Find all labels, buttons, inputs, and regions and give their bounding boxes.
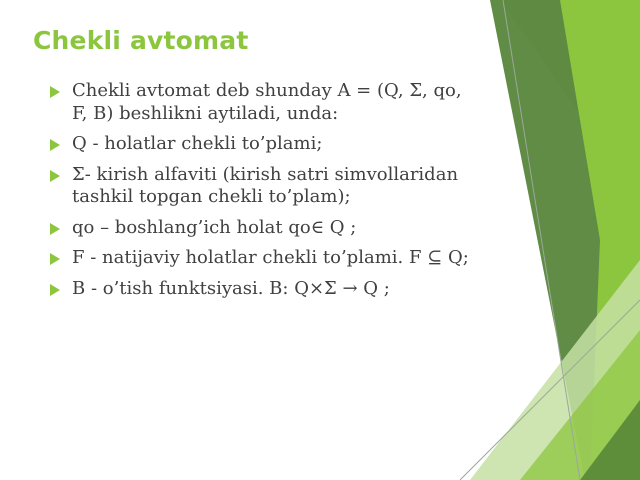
bullet-list <box>50 80 480 308</box>
bullet-arrow-icon <box>50 223 60 235</box>
bullet-arrow-icon <box>50 139 60 151</box>
bullet-text: Σ- kirish alfaviti (kirish satri simvollaridan tashkil topgan chekli to’plam); <box>72 163 459 207</box>
deco-facet-mid <box>560 0 640 480</box>
deco-facet-bottom-dark <box>580 400 640 480</box>
deco-facet-light-lower <box>470 260 640 480</box>
deco-thin-line-2 <box>460 300 640 480</box>
bullet-text: qo – boshlang’ich holat qo∈ Q ; <box>72 216 357 238</box>
bullet-item <box>50 80 480 125</box>
deco-facet-bottom-mid <box>520 330 640 480</box>
bullet-arrow-icon <box>50 284 60 296</box>
bullet-item <box>50 278 480 301</box>
deco-facet-dark <box>490 0 640 480</box>
deco-thin-line-1 <box>503 0 580 480</box>
slide-title: Chekli avtomat <box>33 26 249 55</box>
bullet-arrow-icon <box>50 253 60 265</box>
bullet-text: Q - holatlar chekli to’plami; <box>72 133 323 154</box>
bullet-text: Chekli avtomat deb shunday A = (Q, Σ, qo, F, B) beshlikni aytiladi, unda: <box>72 80 462 124</box>
bullet-text: B - o’tish funktsiyasi. B: Q×Σ → Q ; <box>72 277 390 299</box>
bullet-item <box>50 164 480 209</box>
bullet-item <box>50 133 480 156</box>
bullet-item <box>50 217 480 240</box>
bullet-item <box>50 247 480 270</box>
bullet-arrow-icon <box>50 86 60 98</box>
bullet-text: F - natijaviy holatlar chekli to’plami. F ⊆ Q; <box>72 247 469 268</box>
deco-facet-light-top <box>500 0 640 200</box>
bullet-arrow-icon <box>50 170 60 182</box>
